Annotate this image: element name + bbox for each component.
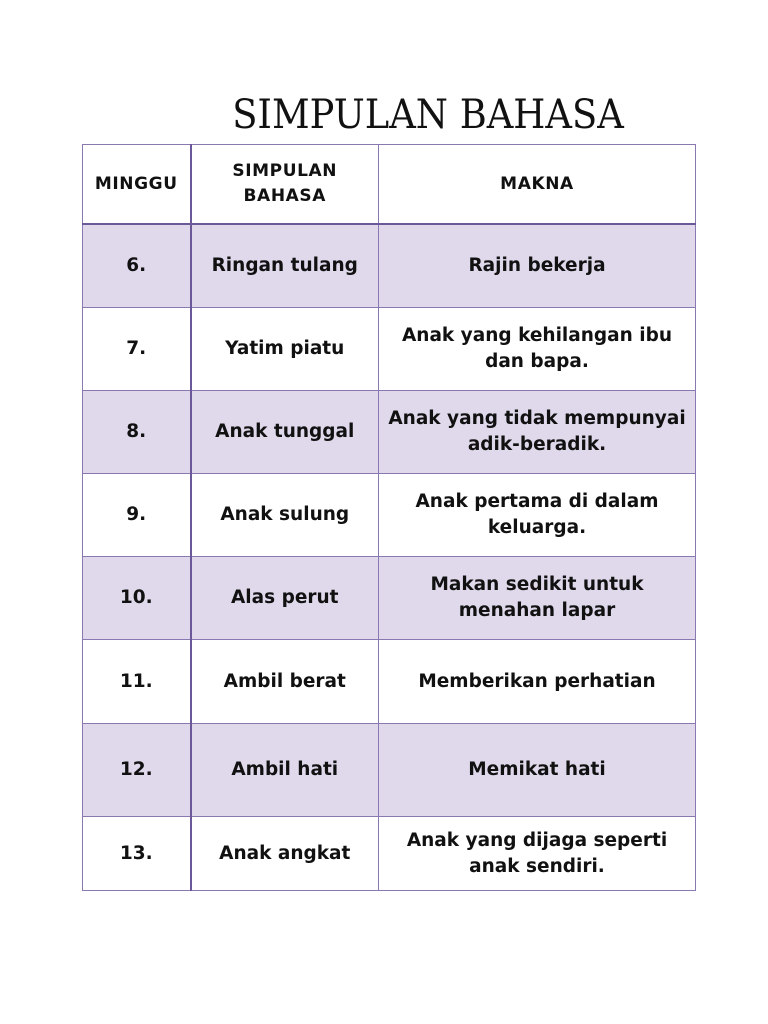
table-row [83,474,696,557]
cell-minggu: 11. [83,640,191,724]
cell-minggu: 6. [83,224,191,308]
table-row [83,557,696,640]
cell-minggu: 12. [83,724,191,817]
cell-simpulan: Yatim piatu [191,308,379,391]
cell-makna: Anak yang kehilangan ibu dan bapa. [379,308,696,391]
table-row [83,817,696,891]
simpulan-bahasa-table [82,144,696,891]
cell-simpulan: Anak tunggal [191,391,379,474]
cell-makna: Memberikan perhatian [379,640,696,724]
cell-simpulan: Ambil hati [191,724,379,817]
cell-minggu: 13. [83,817,191,891]
header-makna: MAKNA [379,145,696,225]
cell-minggu: 7. [83,308,191,391]
cell-minggu: 8. [83,391,191,474]
cell-minggu: 9. [83,474,191,557]
cell-simpulan: Ringan tulang [191,224,379,308]
cell-minggu: 10. [83,557,191,640]
cell-simpulan: Anak sulung [191,474,379,557]
page-title: SIMPULAN BAHASA [232,92,624,138]
table-row [83,640,696,724]
table-row [83,724,696,817]
cell-makna: Rajin bekerja [379,224,696,308]
cell-simpulan: Alas perut [191,557,379,640]
header-minggu: MINGGU [83,145,191,225]
cell-makna: Anak yang tidak mempunyai adik-beradik. [379,391,696,474]
cell-makna: Anak yang dijaga seperti anak sendiri. [379,817,696,891]
header-simpulan-bahasa: SIMPULAN BAHASA [191,145,379,225]
cell-simpulan: Ambil berat [191,640,379,724]
table-row [83,224,696,308]
table-row [83,391,696,474]
table-row [83,308,696,391]
cell-makna: Anak pertama di dalam keluarga. [379,474,696,557]
table-header-row [83,145,696,225]
cell-makna: Memikat hati [379,724,696,817]
cell-makna: Makan sedikit untuk menahan lapar [379,557,696,640]
cell-simpulan: Anak angkat [191,817,379,891]
